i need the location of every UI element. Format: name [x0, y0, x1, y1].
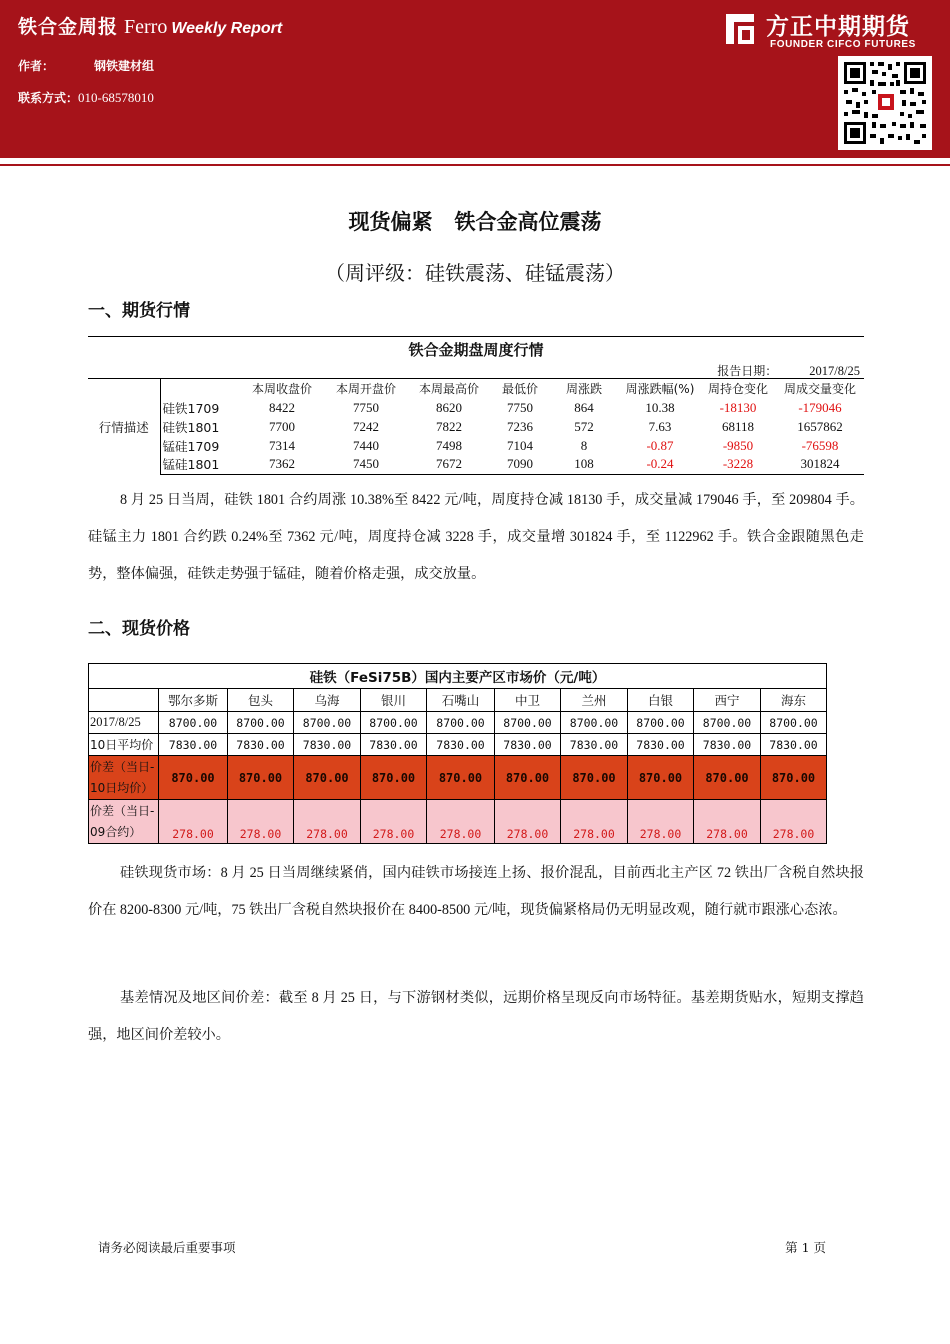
- col-header-volume-change: 周成交量变化: [783, 382, 856, 396]
- report-title-en-ferro: Ferro: [124, 16, 168, 38]
- cell-open: 7450: [326, 455, 406, 474]
- row-label-line: 价差（当日-: [90, 803, 155, 818]
- report-date-label: 报告日期：: [717, 364, 778, 378]
- cell-high: 7498: [436, 437, 462, 453]
- col-header-open: 本周开盘价: [335, 382, 396, 396]
- region-header: 兰州: [561, 689, 628, 712]
- cell-high: 7822: [436, 418, 462, 434]
- section-heading-futures: 一、期货行情: [88, 301, 190, 321]
- futures-weekly-table: [88, 336, 864, 475]
- contract-name: 锰硅1801: [160, 455, 238, 474]
- cell-volume-change: -179046: [798, 399, 842, 415]
- spot-market-paragraph: 硅铁现货市场：8 月 25 日当周继续紧俏，国内硅铁市场接连上扬、报价混乱，目前西北主产区 72 铁出厂含税自然块报价在 8200-8300 元/吨，75 铁出厂含税自然块报价在 8400-8500 元/吨，现货偏紧格局仍无明显改观，随行就市跟涨心态浓。: [88, 865, 864, 918]
- futures-data-grid: [88, 379, 864, 475]
- region-header: 包头: [228, 689, 294, 712]
- region-header: 鄂尔多斯: [159, 689, 228, 712]
- price-cell: 8700.00: [427, 712, 495, 734]
- cell-oi-change: -3228: [700, 455, 776, 474]
- report-title-cn: 铁合金周报: [18, 16, 119, 38]
- page-number: 第 1 页: [785, 1240, 826, 1255]
- price-cell: 8700.00: [561, 712, 628, 734]
- region-header: 海东: [761, 689, 827, 712]
- price-cell: 7830.00: [495, 734, 561, 756]
- basis-cell: 278.00: [561, 800, 628, 844]
- spread-cell: 870.00: [628, 756, 694, 800]
- price-cell: 8700.00: [694, 712, 761, 734]
- col-header-oi-change: 周持仓变化: [707, 382, 768, 396]
- basis-cell: 278.00: [694, 800, 761, 844]
- region-header: 银川: [361, 689, 427, 712]
- region-header: 中卫: [495, 689, 561, 712]
- row-label-spread-contract: [89, 800, 159, 844]
- region-header: 白银: [628, 689, 694, 712]
- author-label: 作者：: [18, 59, 55, 73]
- author-value: 钢铁建材组: [94, 59, 155, 73]
- spread-cell: 870.00: [495, 756, 561, 800]
- table-row: [88, 436, 864, 455]
- basis-cell: 278.00: [361, 800, 427, 844]
- table-row: [89, 712, 827, 734]
- table-row: [88, 398, 864, 417]
- company-logo: [722, 8, 937, 54]
- section-heading-spot: 二、现货价格: [88, 619, 190, 639]
- cell-change-pct: -0.24: [620, 455, 700, 474]
- price-cell: 7830.00: [228, 734, 294, 756]
- cell-oi-change: 68118: [721, 418, 755, 434]
- spot-price-table: [88, 663, 827, 844]
- company-name-cn: 方正中期期货: [766, 14, 910, 40]
- company-logo-mark-icon: [722, 10, 758, 48]
- price-cell: 7830.00: [427, 734, 495, 756]
- cell-low: 7104: [507, 437, 533, 453]
- price-cell: 7830.00: [561, 734, 628, 756]
- report-date-value: 2017/8/25: [809, 364, 860, 378]
- col-header-high: 本周最高价: [418, 382, 479, 396]
- report-header: [0, 0, 950, 158]
- cell-low: 7236: [507, 418, 533, 434]
- col-header-change: 周涨跌: [565, 382, 602, 396]
- contract-name: 锰硅1709: [162, 438, 220, 454]
- contract-name: 硅铁1801: [162, 419, 220, 435]
- header-divider: [0, 164, 950, 166]
- price-cell: 8700.00: [361, 712, 427, 734]
- article-rating: （周评级：硅铁震荡、硅锰震荡）: [325, 261, 625, 285]
- cell-close: 7700: [269, 418, 295, 434]
- col-header-close: 本周收盘价: [251, 382, 312, 396]
- cell-open: 7750: [353, 399, 379, 415]
- row-label-10day-avg: [89, 734, 159, 756]
- spread-cell: 870.00: [427, 756, 495, 800]
- spread-cell: 870.00: [294, 756, 361, 800]
- qr-code-icon: [838, 56, 932, 150]
- col-header-change-pct: 周涨跌幅(%): [625, 382, 695, 396]
- cell-change: 8: [580, 437, 588, 453]
- contact-line: [18, 89, 154, 106]
- spread-cell: 870.00: [694, 756, 761, 800]
- cell-close: 7362: [238, 455, 326, 474]
- spread-cell: 870.00: [561, 756, 628, 800]
- spot-table-title: 硅铁（FeSi75B）国内主要产区市场价（元/吨）: [89, 664, 827, 689]
- spread-cell: 870.00: [228, 756, 294, 800]
- footer-disclaimer-note: 请务必阅读最后重要事项: [98, 1240, 236, 1255]
- price-cell: 8700.00: [228, 712, 294, 734]
- cell-change-pct: -0.87: [646, 437, 674, 453]
- price-cell: 7830.00: [694, 734, 761, 756]
- region-header: 西宁: [694, 689, 761, 712]
- table-row: [89, 734, 827, 756]
- price-cell: 7830.00: [159, 734, 228, 756]
- basis-cell: 278.00: [761, 800, 827, 844]
- price-cell: 8700.00: [294, 712, 361, 734]
- price-cell: 8700.00: [628, 712, 694, 734]
- contract-name: 硅铁1709: [162, 400, 220, 416]
- price-cell: 7830.00: [628, 734, 694, 756]
- spread-cell: 870.00: [361, 756, 427, 800]
- price-cell: 8700.00: [495, 712, 561, 734]
- region-header: 乌海: [294, 689, 361, 712]
- price-cell: 8700.00: [159, 712, 228, 734]
- cell-high: 8620: [436, 399, 462, 415]
- futures-header-row: [88, 379, 864, 398]
- report-title-en-weekly: Weekly Report: [171, 20, 283, 37]
- cell-change: 864: [574, 399, 594, 415]
- cell-change: 572: [574, 418, 594, 434]
- basis-cell: 278.00: [427, 800, 495, 844]
- row-label-10day-avg-text: 10日平均价: [90, 738, 154, 752]
- cell-volume-change: -76598: [801, 437, 839, 453]
- cell-open: 7440: [353, 437, 379, 453]
- report-title: [18, 12, 282, 39]
- cell-low: 7750: [507, 399, 533, 415]
- cell-change: 108: [548, 455, 620, 474]
- article-title: 现货偏紧 铁合金高位震荡: [348, 210, 602, 234]
- cell-change-pct: 7.63: [648, 418, 672, 434]
- cell-close: 8422: [269, 399, 295, 415]
- basis-paragraph: 基差情况及地区间价差：截至 8 月 25 日，与下游钢材类似，远期价格呈现反向市场特征。基差期货贴水，短期支撑趋强，地区间价差较小。: [88, 990, 864, 1043]
- futures-row-label: 行情描述: [88, 379, 160, 474]
- futures-table-title: 铁合金期盘周度行情: [408, 341, 544, 359]
- price-cell: 7830.00: [761, 734, 827, 756]
- table-row: [89, 800, 827, 844]
- basis-cell: 278.00: [628, 800, 694, 844]
- author-line: [18, 57, 154, 74]
- table-row: [88, 417, 864, 436]
- price-cell: 7830.00: [294, 734, 361, 756]
- contact-value: 010-68578010: [78, 90, 154, 105]
- report-date: [88, 363, 864, 379]
- table-row: [88, 455, 864, 474]
- basis-cell: 278.00: [294, 800, 361, 844]
- cell-oi-change: -9850: [722, 437, 754, 453]
- cell-close: 7314: [269, 437, 295, 453]
- row-label-date: 2017/8/25: [89, 712, 159, 734]
- cell-oi-change: -18130: [719, 399, 757, 415]
- spread-cell: 870.00: [761, 756, 827, 800]
- basis-cell: 278.00: [228, 800, 294, 844]
- basis-cell: 278.00: [495, 800, 561, 844]
- spot-header-blank: [89, 689, 159, 712]
- cell-high: 7672: [406, 455, 492, 474]
- row-label-spread-10day: [89, 756, 159, 800]
- cell-volume-change: 301824: [776, 455, 864, 474]
- cell-volume-change: 1657862: [797, 418, 843, 434]
- price-cell: 7830.00: [361, 734, 427, 756]
- row-label-line: 价差（当日-: [90, 759, 155, 774]
- cell-open: 7242: [353, 418, 379, 434]
- basis-cell: 278.00: [159, 800, 228, 844]
- col-header-low: 最低价: [501, 382, 538, 396]
- price-cell: 8700.00: [761, 712, 827, 734]
- contact-label: 联系方式：: [18, 91, 79, 105]
- table-row: [89, 756, 827, 800]
- spread-cell: 870.00: [159, 756, 228, 800]
- cell-low: 7090: [492, 455, 548, 474]
- cell-change-pct: 10.38: [645, 399, 675, 415]
- row-label-line: 09合约）: [90, 824, 142, 839]
- futures-summary-paragraph: 8 月 25 日当周，硅铁 1801 合约周涨 10.38%至 8422 元/吨，周度持仓减 18130 手，成交量减 179046 手，至 209804 手。硅锰主力 1801 合约跌 0.24%至 7362 元/吨，周度持仓减 3228 手，成交量增 301824 手，至 1122962 手。铁合金跟随黑色走势，整体偏强，硅铁走势强于锰硅，随着价格走强，成交放量。: [88, 492, 864, 582]
- row-label-line: 10日均价）: [90, 780, 154, 795]
- futures-header-blank: [160, 379, 238, 398]
- region-header: 石嘴山: [427, 689, 495, 712]
- company-name-en: FOUNDER CIFCO FUTURES: [770, 39, 916, 50]
- spot-header-row: [89, 689, 827, 712]
